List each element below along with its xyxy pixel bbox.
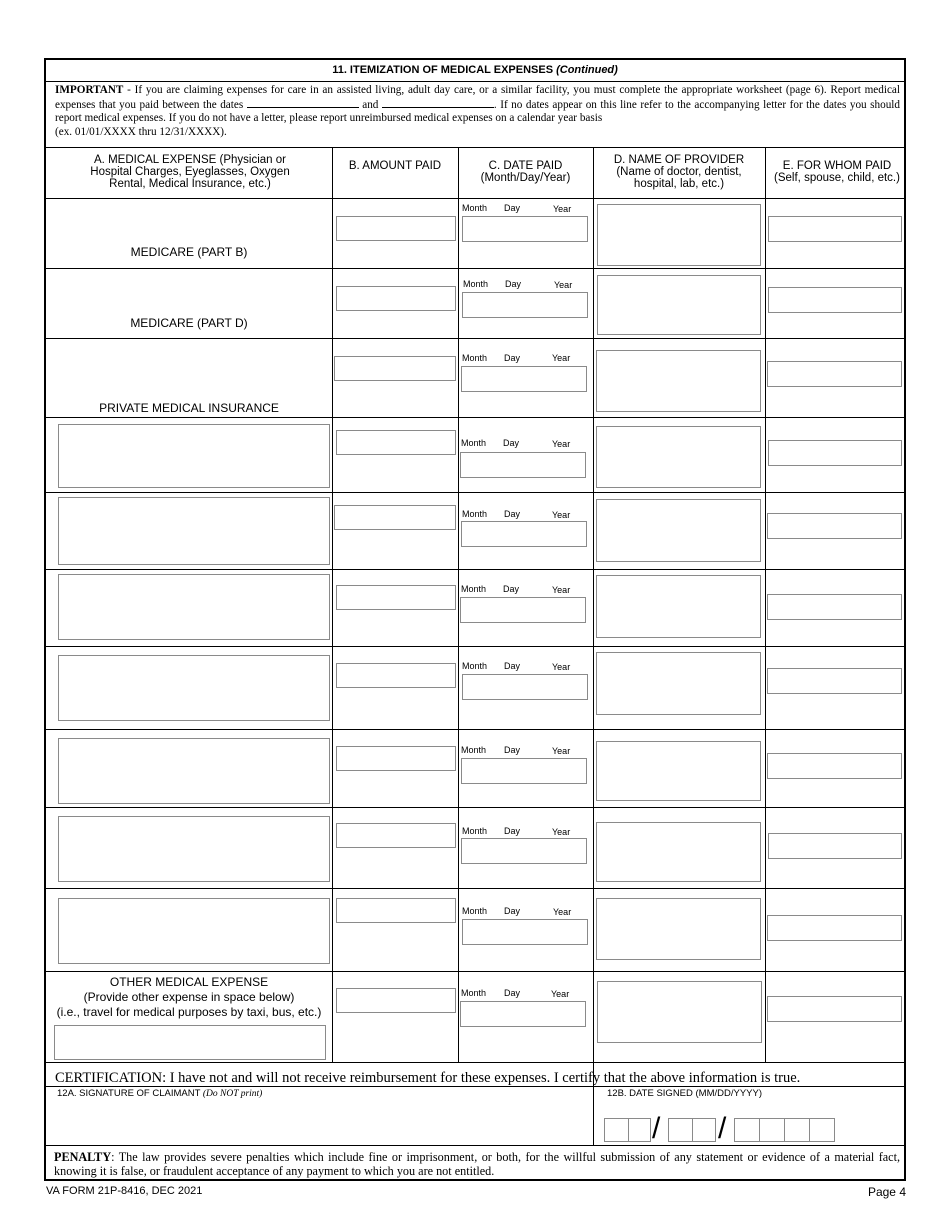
year-label: Year: [553, 204, 572, 214]
date-paid-field[interactable]: [462, 216, 588, 242]
column-header-medical-expense: A. MEDICAL EXPENSE (Physician or Hospital Charges, Eyeglasses, Oxygen Rental, Medical Insurance, etc.): [90, 154, 290, 190]
row-label-other-expense: OTHER MEDICAL EXPENSE (Provide other expense in space below) (i.e., travel for medical purposes by taxi, bus, etc.): [56, 975, 322, 1019]
for-whom-paid-field[interactable]: [768, 287, 902, 313]
for-whom-paid-field[interactable]: [768, 833, 902, 859]
provider-name-field[interactable]: [597, 981, 762, 1043]
month-label: Month: [462, 509, 488, 519]
day-label: Day: [504, 988, 521, 998]
year-label: Year: [552, 353, 571, 363]
row-label-medicare-d: MEDICARE (PART D): [130, 316, 248, 330]
day-label: Day: [504, 203, 521, 213]
column-header-provider: D. NAME OF PROVIDER (Name of doctor, dentist, hospital, lab, etc.): [613, 154, 745, 190]
date-signed-year-field[interactable]: [734, 1118, 835, 1142]
month-label: Month: [462, 826, 488, 836]
date-paid-field[interactable]: [460, 1001, 586, 1027]
signature-label: 12A. SIGNATURE OF CLAIMANT (Do NOT print): [57, 1088, 263, 1099]
date-signed-month-field[interactable]: [604, 1118, 651, 1142]
amount-paid-field[interactable]: [336, 430, 456, 455]
penalty-notice: PENALTY: The law provides severe penalties which include fine or imprisonment, or both, for the willful submission of any statement or evidence of a material fact, knowing it is false, or fraudulent acceptance of any payment to which you are not entitled.: [54, 1150, 900, 1178]
amount-paid-field[interactable]: [336, 988, 456, 1013]
month-label: Month: [461, 745, 487, 755]
expense-description-field[interactable]: [58, 574, 330, 640]
report-start-date-field[interactable]: [247, 98, 359, 108]
row-label-medicare-b: MEDICARE (PART B): [130, 245, 248, 259]
year-label: Year: [552, 662, 571, 672]
for-whom-paid-field[interactable]: [767, 915, 902, 941]
month-label: Month: [462, 203, 488, 213]
provider-name-field[interactable]: [597, 275, 761, 335]
for-whom-paid-field[interactable]: [767, 668, 902, 694]
amount-paid-field[interactable]: [336, 216, 456, 241]
day-label: Day: [504, 826, 521, 836]
provider-name-field[interactable]: [596, 499, 761, 562]
year-label: Year: [552, 746, 571, 756]
provider-name-field[interactable]: [596, 575, 761, 638]
date-signed-day-field[interactable]: [668, 1118, 716, 1142]
expense-description-field[interactable]: [58, 655, 330, 721]
amount-paid-field[interactable]: [336, 746, 456, 771]
amount-paid-field[interactable]: [336, 286, 456, 311]
date-paid-field[interactable]: [461, 838, 587, 864]
for-whom-paid-field[interactable]: [767, 361, 902, 387]
year-label: Year: [554, 280, 573, 290]
for-whom-paid-field[interactable]: [767, 753, 902, 779]
for-whom-paid-field[interactable]: [768, 440, 902, 466]
date-paid-field[interactable]: [460, 452, 586, 478]
medical-expenses-form: [44, 58, 906, 1181]
other-expense-description-field[interactable]: [54, 1025, 326, 1060]
for-whom-paid-field[interactable]: [767, 513, 902, 539]
year-label: Year: [552, 510, 571, 520]
month-label: Month: [461, 584, 487, 594]
section-title: 11. ITEMIZATION OF MEDICAL EXPENSES (Continued): [46, 60, 904, 82]
important-notice: IMPORTANT - If you are claiming expenses for care in an assisted living, adult day care, or a similar facility, you must complete the appropriate worksheet (page 6). Report medical expenses that you paid between the dates and . If no dates appear on this line refer to the accompanying letter for the dates you should report medical expenses. If you do not have a letter, please report unreimbursed medical expenses on a calendar year basis (ex. 01/01/XXXX thru 12/31/XXXX).: [55, 84, 900, 138]
amount-paid-field[interactable]: [336, 663, 456, 688]
date-paid-field[interactable]: [461, 366, 587, 392]
date-separator: /: [718, 1112, 727, 1145]
day-label: Day: [503, 584, 520, 594]
amount-paid-field[interactable]: [336, 823, 456, 848]
day-label: Day: [504, 745, 521, 755]
date-separator: /: [652, 1112, 661, 1145]
provider-name-field[interactable]: [597, 204, 761, 266]
month-label: Month: [462, 906, 488, 916]
row-label-private-insurance: PRIVATE MEDICAL INSURANCE: [99, 401, 279, 415]
expense-description-field[interactable]: [58, 898, 330, 964]
year-label: Year: [552, 585, 571, 595]
expense-description-field[interactable]: [58, 424, 330, 488]
month-label: Month: [463, 279, 489, 289]
provider-name-field[interactable]: [596, 426, 761, 488]
for-whom-paid-field[interactable]: [768, 216, 902, 242]
date-paid-field[interactable]: [462, 292, 588, 318]
date-paid-field[interactable]: [462, 919, 588, 945]
day-label: Day: [504, 353, 521, 363]
column-header-date-paid: C. DATE PAID (Month/Day/Year): [480, 160, 571, 184]
date-paid-field[interactable]: [462, 674, 588, 700]
year-label: Year: [553, 907, 572, 917]
day-label: Day: [505, 279, 522, 289]
provider-name-field[interactable]: [596, 350, 761, 412]
month-label: Month: [462, 661, 488, 671]
provider-name-field[interactable]: [596, 822, 761, 882]
report-end-date-field[interactable]: [382, 98, 494, 108]
provider-name-field[interactable]: [596, 898, 761, 960]
date-paid-field[interactable]: [460, 597, 586, 623]
day-label: Day: [504, 906, 521, 916]
form-identifier: VA FORM 21P-8416, DEC 2021: [46, 1185, 203, 1197]
page-number: Page 4: [867, 1185, 906, 1199]
day-label: Day: [504, 661, 521, 671]
date-signed-label: 12B. DATE SIGNED (MM/DD/YYYY): [607, 1088, 763, 1099]
year-label: Year: [552, 827, 571, 837]
amount-paid-field[interactable]: [334, 505, 456, 530]
certification-statement: CERTIFICATION: I have not and will not receive reimbursement for these expenses. I certify that the above information is true.: [55, 1070, 801, 1086]
date-paid-field[interactable]: [461, 521, 587, 547]
date-paid-field[interactable]: [461, 758, 587, 784]
expense-description-field[interactable]: [58, 497, 330, 565]
for-whom-paid-field[interactable]: [767, 996, 902, 1022]
amount-paid-field[interactable]: [336, 898, 456, 923]
column-header-for-whom: E. FOR WHOM PAID (Self, spouse, child, etc.): [774, 160, 900, 184]
provider-name-field[interactable]: [596, 741, 761, 801]
day-label: Day: [503, 438, 520, 448]
month-label: Month: [461, 438, 487, 448]
expense-description-field[interactable]: [58, 738, 330, 804]
signature-field[interactable]: [54, 1100, 589, 1142]
column-header-amount-paid: B. AMOUNT PAID: [348, 160, 442, 172]
provider-name-field[interactable]: [596, 652, 761, 715]
month-label: Month: [462, 353, 488, 363]
year-label: Year: [552, 439, 571, 449]
amount-paid-field[interactable]: [334, 356, 456, 381]
expense-description-field[interactable]: [58, 816, 330, 882]
day-label: Day: [504, 509, 521, 519]
amount-paid-field[interactable]: [336, 585, 456, 610]
for-whom-paid-field[interactable]: [767, 594, 902, 620]
year-label: Year: [551, 989, 570, 999]
month-label: Month: [461, 988, 487, 998]
